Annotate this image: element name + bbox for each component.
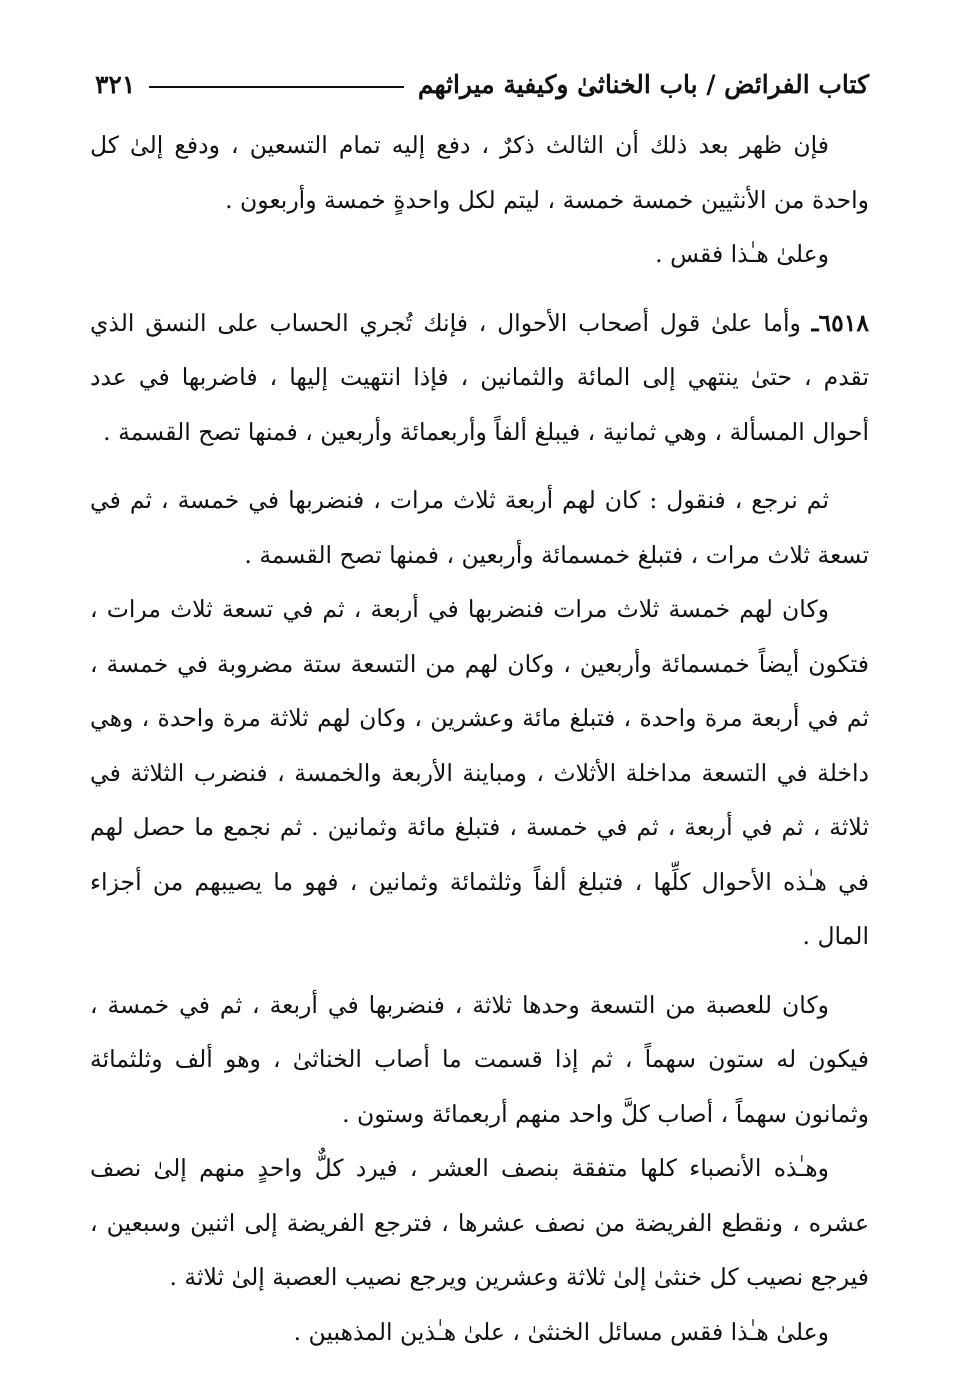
paragraph: ثم نرجع ، فنقول : كان لهم أربعة ثلاث مرات ، فنضربها في خمسة ، ثم في تسعة ثلاث مرات ، فتبلغ خمسمائة وأربعين ، فمنها تصح القسمة . — [90, 486, 869, 569]
page-body — [90, 118, 869, 1359]
entry-number: ٦٥١٨ـ — [811, 308, 869, 337]
paragraph: وعلىٰ هـٰذا فقس . — [655, 240, 829, 268]
paragraph: وكان للعصبة من التسعة وحدها ثلاثة ، فنضربها في أربعة ، ثم في خمسة ، فيكون له ستون سهماً ، ثم إذا قسمت ما أصاب الخناثىٰ ، وهو ألف وثلثمائة وثمانون سهماً ، أصاب كلَّ واحد منهم أربعمائة وستون . — [90, 990, 869, 1128]
paragraph: وهـٰذه الأنصباء كلها متفقة بنصف العشر ، فيرد كلٌّ واحدٍ منهم إلىٰ نصف عشره ، ونقطع الفريضة من نصف عشرها ، فترجع الفريضة إلى اثنين وسبعين ، فيرجع نصيب كل خنثىٰ إلىٰ ثلاثة وعشرين ويرجع نصيب العصبة إلىٰ ثلاثة . — [90, 1154, 869, 1291]
header-rule — [149, 86, 404, 88]
numbered-paragraph — [90, 296, 869, 460]
page-number: ٣٢١ — [95, 69, 136, 99]
running-title: كتاب الفرائض / باب الخناثىٰ وكيفية ميراثهم — [417, 69, 869, 99]
page-header — [95, 62, 869, 106]
paragraph: وكان لهم خمسة ثلاث مرات فنضربها في أربعة ، ثم في تسعة ثلاث مرات ، فتكون أيضاً خمسمائة وأربعين ، وكان لهم من التسعة ستة مضروبة في خمسة ، ثم في أربعة مرة واحدة ، فتبلغ مائة وعشرين ، وكان لهم ثلاثة مرة واحدة ، وهي داخلة في التسعة مداخلة الأثلاث ، ومباينة الأربعة والخمسة ، فنضرب الثلاثة في ثلاثة ، ثم في أربعة ، ثم في خمسة ، فتبلغ مائة وثمانين . ثم نجمع ما حصل لهم في هـٰذه الأحوال كلِّها ، فتبلغ ألفاً وثلثمائة وثمانين ، فهو ما يصيبهم من أجزاء المال . — [90, 595, 869, 950]
paragraph: فإن ظهر بعد ذلك أن الثالث ذكرٌ ، دفع إليه تمام التسعين ، ودفع إلىٰ كل واحدة من الأنثيين خمسة خمسة ، ليتم لكل واحدةٍ خمسة وأربعون . — [90, 131, 869, 214]
paragraph-text: وأما علىٰ قول أصحاب الأحوال ، فإنك تُجري الحساب على النسق الذي تقدم ، حتىٰ ينتهي إلى المائة والثمانين ، فإذا انتهيت إليها ، فاضربها في عدد أحوال المسألة ، وهي ثمانية ، فيبلغ ألفاً وأربعمائة وأربعين ، فمنها تصح القسمة . — [90, 308, 869, 446]
paragraph: وعلىٰ هـٰذا فقس مسائل الخنثىٰ ، علىٰ هـٰذين المذهبين . — [293, 1317, 829, 1346]
